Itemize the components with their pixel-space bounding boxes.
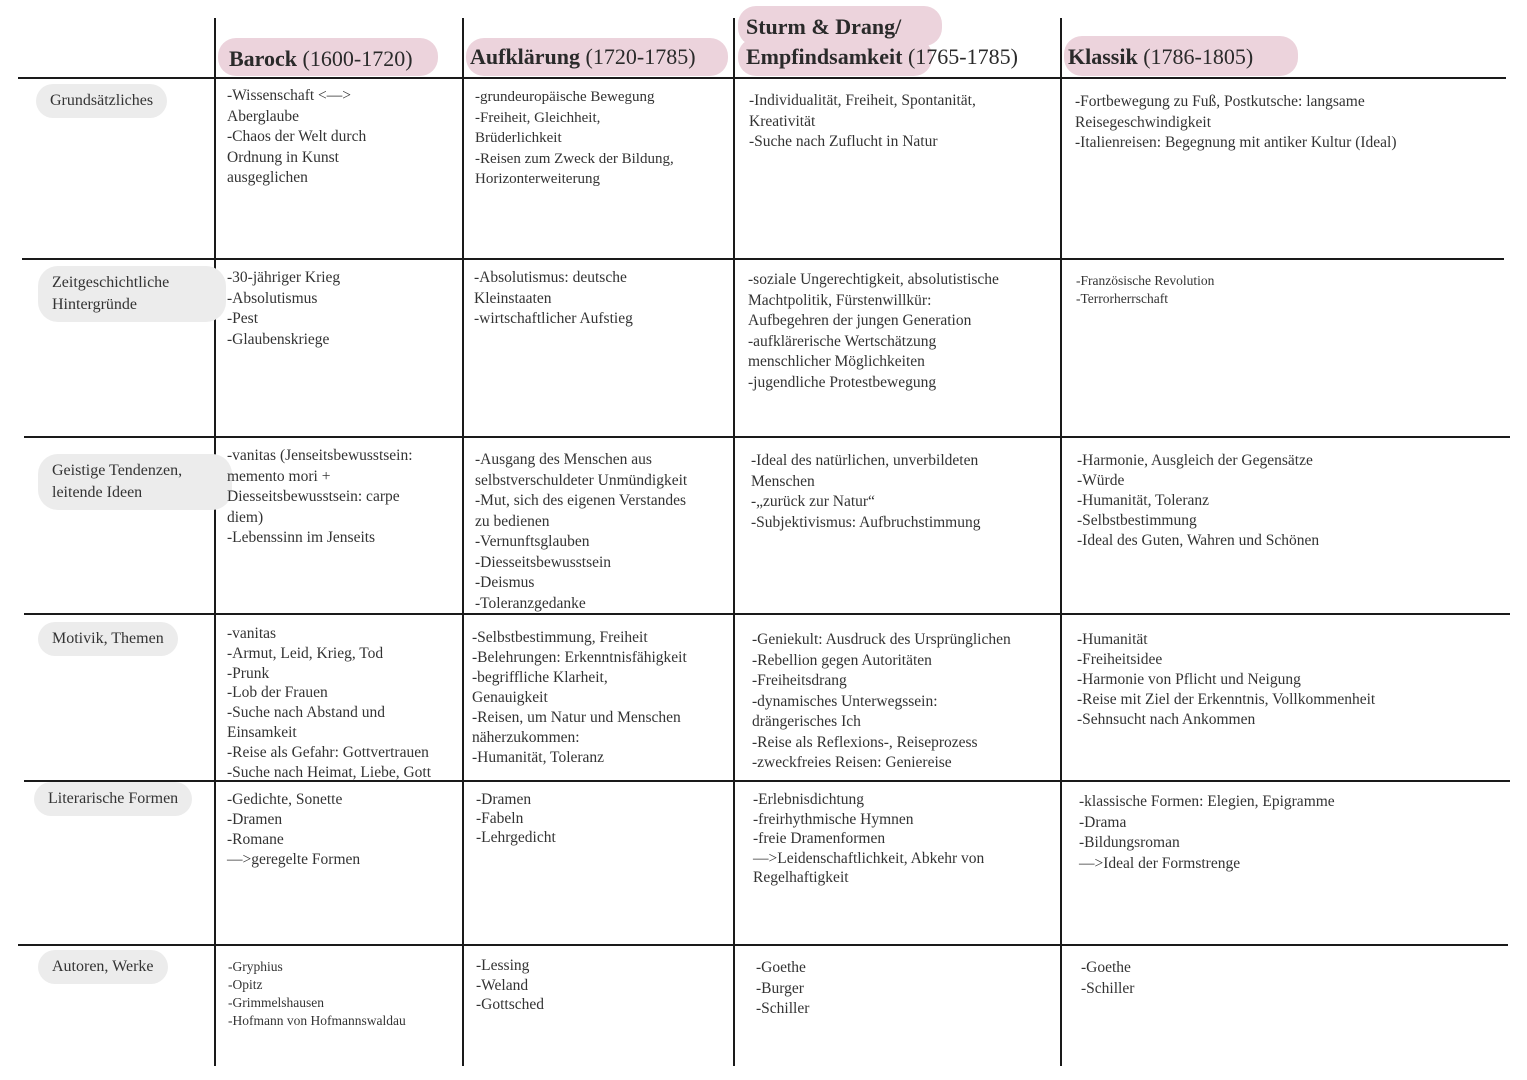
cell-r3-sturm	[752, 630, 1011, 774]
cell-line: -Humanität	[1077, 631, 1148, 648]
cell-line: -Würde	[1077, 472, 1125, 489]
cell-line: näherzukommen:	[472, 729, 580, 746]
cell-line: -Reise als Gefahr: Gottvertrauen	[227, 743, 429, 761]
cell-line: Kleinstaaten	[474, 289, 552, 307]
cell-r2-barock	[227, 446, 413, 549]
header-barock-name: Barock	[229, 46, 298, 71]
header-klassik-years: (1786-1805)	[1143, 44, 1254, 69]
cell-r1-barock	[227, 268, 340, 350]
cell-line: -klassische Formen: Elegien, Epigramme	[1079, 793, 1335, 810]
cell-r5-klassik	[1081, 958, 1134, 999]
cell-line: -Selbstbestimmung, Freiheit	[472, 629, 648, 646]
cell-line: -grundeuropäische Bewegung	[475, 89, 655, 105]
cell-line: -freie Dramenformen	[753, 830, 886, 847]
column-divider-3	[733, 18, 735, 1066]
cell-line: -Absolutismus	[227, 289, 318, 307]
cell-line: -aufklärerische Wertschätzung	[748, 332, 937, 350]
cell-line: -Suche nach Heimat, Liebe, Gott	[227, 763, 432, 781]
cell-line: -Toleranzgedanke	[475, 594, 586, 612]
cell-line: -freirhythmische Hymnen	[753, 810, 914, 828]
cell-r3-klassik	[1077, 630, 1375, 730]
cell-line: Genauigkeit	[472, 689, 548, 706]
column-divider-4	[1060, 18, 1062, 1066]
cell-line: —>Ideal der Formstrenge	[1079, 854, 1241, 872]
cell-line: -Suche nach Zuflucht in Natur	[749, 133, 938, 150]
cell-line: -30-jähriger Krieg	[227, 269, 341, 286]
cell-line: -Reise als Reflexions-, Reiseprozess	[752, 733, 978, 751]
cell-line: -Prunk	[227, 664, 270, 682]
cell-line: -Terrorherrschaft	[1076, 291, 1168, 306]
cell-line: -Ausgang des Menschen aus	[475, 451, 652, 468]
row-divider-5	[18, 944, 1508, 946]
cell-line: menschlicher Möglichkeiten	[748, 353, 925, 370]
cell-line: -Reisen zum Zweck der Bildung,	[475, 150, 674, 167]
cell-line: -Selbstbestimmung	[1077, 512, 1197, 529]
cell-line: -Humanität, Toleranz	[472, 749, 605, 766]
cell-line: -Drama	[1079, 813, 1127, 831]
cell-line: -Harmonie von Pflicht und Neigung	[1077, 671, 1301, 688]
cell-line: ausgeglichen	[227, 169, 308, 186]
cell-line: -Reisen, um Natur und Menschen	[472, 709, 681, 726]
cell-r5-aufklaerung	[476, 956, 544, 1015]
cell-r1-sturm	[748, 270, 999, 393]
cell-line: -vanitas	[227, 625, 277, 642]
row-divider-1	[22, 258, 1504, 260]
cell-line: -Mut, sich des eigenen Verstandes	[475, 492, 687, 509]
cell-line: -„zurück zur Natur“	[751, 493, 875, 510]
cell-line: -Armut, Leid, Krieg, Tod	[227, 644, 384, 662]
cell-line: -Pest	[227, 310, 258, 327]
cell-line: Regelhaftigkeit	[753, 869, 849, 886]
header-sturm-years: (1765-1785)	[907, 44, 1018, 69]
cell-line: -Freiheitsdrang	[752, 672, 847, 689]
cell-line: -Chaos der Welt durch	[227, 128, 367, 145]
cell-line: Diesseitsbewusstsein: carpe	[227, 488, 400, 505]
cell-line: -Sehnsucht nach Ankommen	[1077, 711, 1256, 728]
cell-r0-aufklaerung	[475, 87, 674, 190]
cell-line: -Lebenssinn im Jenseits	[227, 529, 376, 546]
cell-line: -begriffliche Klarheit,	[472, 669, 608, 686]
cell-line: -Gryphius	[228, 959, 283, 974]
cell-line: -zweckfreies Reisen: Geniereise	[752, 754, 952, 771]
header-sturm-line1	[746, 12, 901, 42]
cell-r3-aufklaerung	[472, 628, 687, 768]
header-aufklaerung-years: (1720-1785)	[585, 44, 696, 69]
header-barock	[229, 44, 413, 74]
cell-line: —>Leidenschaftlichkeit, Abkehr von	[753, 849, 985, 867]
cell-line: -Freiheit, Gleichheit,	[475, 109, 601, 126]
cell-line: -Harmonie, Ausgleich der Gegensätze	[1077, 452, 1313, 469]
cell-r0-klassik	[1075, 92, 1397, 154]
cell-line: -Schiller	[1081, 979, 1135, 997]
cell-line: -Glaubenskriege	[227, 330, 330, 348]
cell-line: -Erlebnisdichtung	[753, 791, 865, 808]
header-aufklaerung	[470, 42, 696, 72]
column-divider-1	[214, 18, 216, 1066]
row-divider-3	[24, 613, 1510, 615]
cell-line: Menschen	[751, 472, 815, 490]
row-divider-2	[24, 436, 1510, 438]
cell-r0-barock	[227, 86, 366, 189]
cell-line: -Gottsched	[476, 996, 545, 1013]
cell-line: -Weland	[476, 976, 529, 994]
row-label-text-line2: Hintergründe	[52, 296, 138, 313]
header-sturm-line2	[746, 42, 1018, 72]
cell-r2-aufklaerung	[475, 450, 687, 614]
row-label-text-line2: leitende Ideen	[52, 484, 143, 501]
cell-line: -Bildungsroman	[1079, 834, 1180, 851]
cell-line: -Gedichte, Sonette	[227, 791, 343, 808]
cell-line: -Ideal des natürlichen, unverbildeten	[751, 452, 979, 469]
cell-line: Aufbegehren der jungen Generation	[748, 312, 972, 329]
cell-line: -Dramen	[227, 811, 283, 828]
cell-line: -Individualität, Freiheit, Spontanität,	[749, 92, 976, 109]
cell-line: -Humanität, Toleranz	[1077, 492, 1210, 509]
cell-line: -Reise mit Ziel der Erkenntnis, Vollkommenheit	[1077, 691, 1376, 708]
cell-line: -Lessing	[476, 957, 530, 974]
cell-line: -vanitas (Jenseitsbewusstsein:	[227, 447, 413, 464]
cell-line: -soziale Ungerechtigkeit, absolutistische	[748, 271, 999, 288]
cell-r4-barock	[227, 790, 360, 870]
cell-line: -Goethe	[1081, 959, 1131, 976]
cell-line: -Deismus	[475, 574, 535, 591]
cell-r2-sturm	[751, 451, 981, 533]
cell-line: -Lehrgedicht	[476, 829, 556, 846]
cell-r3-barock	[227, 624, 431, 782]
row-divider-header	[18, 77, 1506, 79]
cell-line: -Fortbewegung zu Fuß, Postkutsche: langsame	[1075, 93, 1365, 110]
cell-line: -Französische Revolution	[1076, 273, 1215, 288]
cell-line: -dynamisches Unterwegssein:	[752, 692, 938, 710]
cell-line: drängerisches Ich	[752, 713, 861, 730]
cell-line: -Diesseitsbewusstsein	[475, 553, 612, 571]
row-label-text: Grundsätzliches	[50, 92, 154, 109]
cell-line: -Grimmelshausen	[228, 995, 324, 1010]
cell-line: -Opitz	[228, 977, 263, 992]
row-label-text: Autoren, Werke	[52, 958, 154, 975]
cell-r2-klassik	[1077, 451, 1319, 551]
row-label-zeitgeschichtliche	[38, 266, 226, 322]
cell-line: -Goethe	[756, 959, 806, 976]
header-barock-years: (1600-1720)	[302, 46, 413, 71]
cell-line: -wirtschaftlicher Aufstieg	[474, 310, 633, 327]
cell-r1-aufklaerung	[474, 268, 633, 330]
row-label-text-line1: Geistige Tendenzen,	[52, 462, 183, 479]
cell-r4-klassik	[1079, 792, 1335, 874]
cell-r4-sturm	[753, 790, 984, 888]
cell-line: -Burger	[756, 979, 804, 997]
cell-line: -Belehrungen: Erkenntnisfähigkeit	[472, 649, 687, 666]
cell-line: Machtpolitik, Fürstenwillkür:	[748, 291, 932, 309]
cell-line: -Geniekult: Ausdruck des Ursprünglichen	[752, 631, 1011, 648]
cell-line: -Romane	[227, 831, 284, 848]
row-label-text-line1: Zeitgeschichtliche	[52, 274, 170, 291]
header-empfindsamkeit-name: Empfindsamkeit	[746, 44, 903, 69]
column-divider-2	[462, 18, 464, 1066]
cell-line: Kreativität	[749, 112, 816, 130]
cell-line: -Schiller	[756, 1000, 810, 1017]
cell-line: -Wissenschaft <—>	[227, 87, 352, 104]
cell-line: -Suche nach Abstand und	[227, 704, 385, 722]
cell-line: Aberglaube	[227, 107, 300, 125]
cell-line: -Fabeln	[476, 810, 524, 827]
cell-line: -Lob der Frauen	[227, 684, 328, 702]
cell-line: -Subjektivismus: Aufbruchstimmung	[751, 513, 981, 531]
cell-line: -Freiheitsidee	[1077, 651, 1163, 668]
header-klassik	[1068, 42, 1253, 72]
row-label-literarische	[34, 782, 192, 816]
row-label-motivik	[38, 622, 178, 656]
cell-r0-sturm	[749, 91, 976, 153]
header-aufklaerung-name: Aufklärung	[470, 44, 581, 69]
cell-r4-aufklaerung	[476, 790, 556, 847]
cell-line: Einsamkeit	[227, 723, 297, 741]
cell-line: zu bedienen	[475, 512, 550, 530]
cell-line: -Vernunftsglauben	[475, 533, 590, 550]
row-label-text: Literarische Formen	[48, 790, 179, 807]
cell-line: Ordnung in Kunst	[227, 148, 339, 166]
row-label-text: Motivik, Themen	[52, 630, 164, 647]
cell-line: diem)	[227, 508, 264, 526]
cell-line: -Dramen	[476, 791, 532, 808]
cell-line: -Absolutismus: deutsche	[474, 269, 627, 286]
cell-line: -Italienreisen: Begegnung mit antiker Kultur (Ideal)	[1075, 134, 1397, 151]
header-sturm-name: Sturm & Drang/	[746, 14, 902, 39]
cell-line: —>geregelte Formen	[227, 851, 361, 868]
cell-line: Reisegeschwindigkeit	[1075, 113, 1212, 131]
cell-line: memento mori +	[227, 467, 331, 485]
header-klassik-name: Klassik	[1068, 44, 1138, 69]
cell-line: -Ideal des Guten, Wahren und Schönen	[1077, 532, 1320, 549]
cell-line: selbstverschuldeter Unmündigkeit	[475, 471, 688, 489]
cell-line: Brüderlichkeit	[475, 130, 562, 146]
cell-line: -Hofmann von Hofmannswaldau	[228, 1013, 406, 1028]
cell-line: -jugendliche Protestbewegung	[748, 373, 937, 391]
cell-r1-klassik	[1076, 272, 1214, 308]
cell-line: Horizonterweiterung	[475, 171, 600, 187]
row-label-grundsaetzliches	[36, 84, 167, 118]
row-label-autoren	[38, 950, 168, 984]
cell-r5-sturm	[756, 958, 809, 1020]
cell-r5-barock	[228, 958, 406, 1030]
row-label-geistige	[38, 454, 232, 510]
cell-line: -Rebellion gegen Autoritäten	[752, 651, 932, 669]
